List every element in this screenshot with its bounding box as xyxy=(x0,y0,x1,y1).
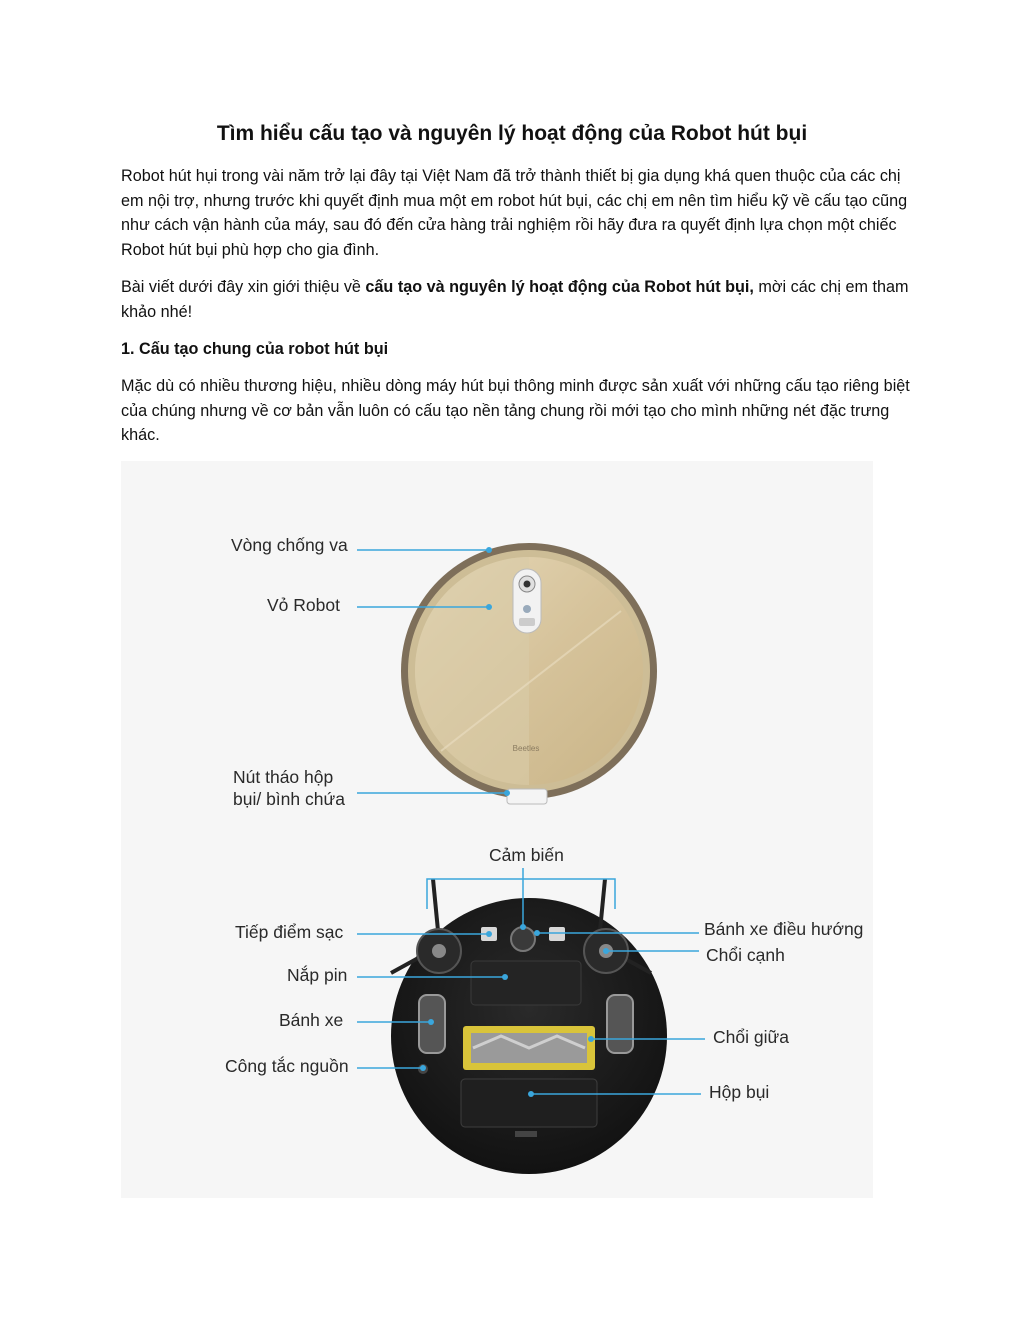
label-sensor: Cảm biến xyxy=(489,845,564,865)
dust-box xyxy=(461,1079,597,1127)
overview-text-suffix: mời các chị em tham khảo nhé! xyxy=(121,278,909,321)
label-main-brush: Chổi giữa xyxy=(713,1027,789,1047)
label-dust-box: Hộp bụi xyxy=(709,1082,770,1102)
dustbin-release-button xyxy=(507,789,547,804)
label-wheel: Bánh xe xyxy=(279,1010,344,1030)
label-dustbin-button-line2: bụi/ bình chứa xyxy=(233,789,345,809)
robot-top-view xyxy=(401,543,657,804)
structure-paragraph: Mặc dù có nhiều thương hiệu, nhiều dòng máy hút bụi thông minh được sản xuất với những cấu tạo riêng biệt của chúng nhưng về cơ bản vẫn luôn có cấu tạo nền tảng chung rồi mới tạo cho mình những nét đặc trưng khác. xyxy=(121,377,910,444)
label-side-brush: Chổi cạnh xyxy=(706,945,785,965)
robot-structure-figure xyxy=(121,461,873,1198)
brand-logo: Beetles xyxy=(512,744,540,753)
battery-cover xyxy=(471,961,581,1005)
label-shell: Vỏ Robot xyxy=(267,595,340,615)
steering-wheel xyxy=(511,927,535,951)
label-dustbin-button-line1: Nút tháo hộp xyxy=(233,767,334,787)
label-battery-cover: Nắp pin xyxy=(287,965,348,985)
section-heading: 1. Cấu tạo chung của robot hút bụi xyxy=(121,340,389,358)
label-charging-contacts: Tiếp điểm sạc xyxy=(235,922,344,942)
charging-contact xyxy=(549,927,565,941)
document-title: Tìm hiểu cấu tạo và nguyên lý hoạt động của Robot hút bụi xyxy=(216,122,808,145)
label-power-switch: Công tắc nguồn xyxy=(225,1056,349,1076)
label-steering-wheel: Bánh xe điều hướng xyxy=(704,919,864,939)
label-bumper: Vòng chống va xyxy=(231,535,348,555)
wheel-right xyxy=(607,995,633,1053)
overview-paragraph xyxy=(121,275,911,324)
overview-text-prefix: Bài viết dưới đây xin giới thiệu về xyxy=(121,278,366,296)
intro-paragraph: Robot hút hụi trong vài năm trở lại đây tại Việt Nam đã trở thành thiết bị gia dụng khá quen thuộc của các chị em nội trợ, nhưng trước khi quyết định mua một em robot hút bụi, các chị em nên tìm hiểu kỹ về cấu tạo cũng như cách vận hành của máy, sau đó đến cửa hàng trải nghiệm rồi hãy đưa ra quyết định lựa chọn một chiếc Robot hút bụi phù hợp cho gia đình. xyxy=(121,167,908,259)
overview-text-bold: cấu tạo và nguyên lý hoạt động của Robot hút bụi, xyxy=(365,278,754,296)
robot-bottom-view xyxy=(391,879,667,1174)
